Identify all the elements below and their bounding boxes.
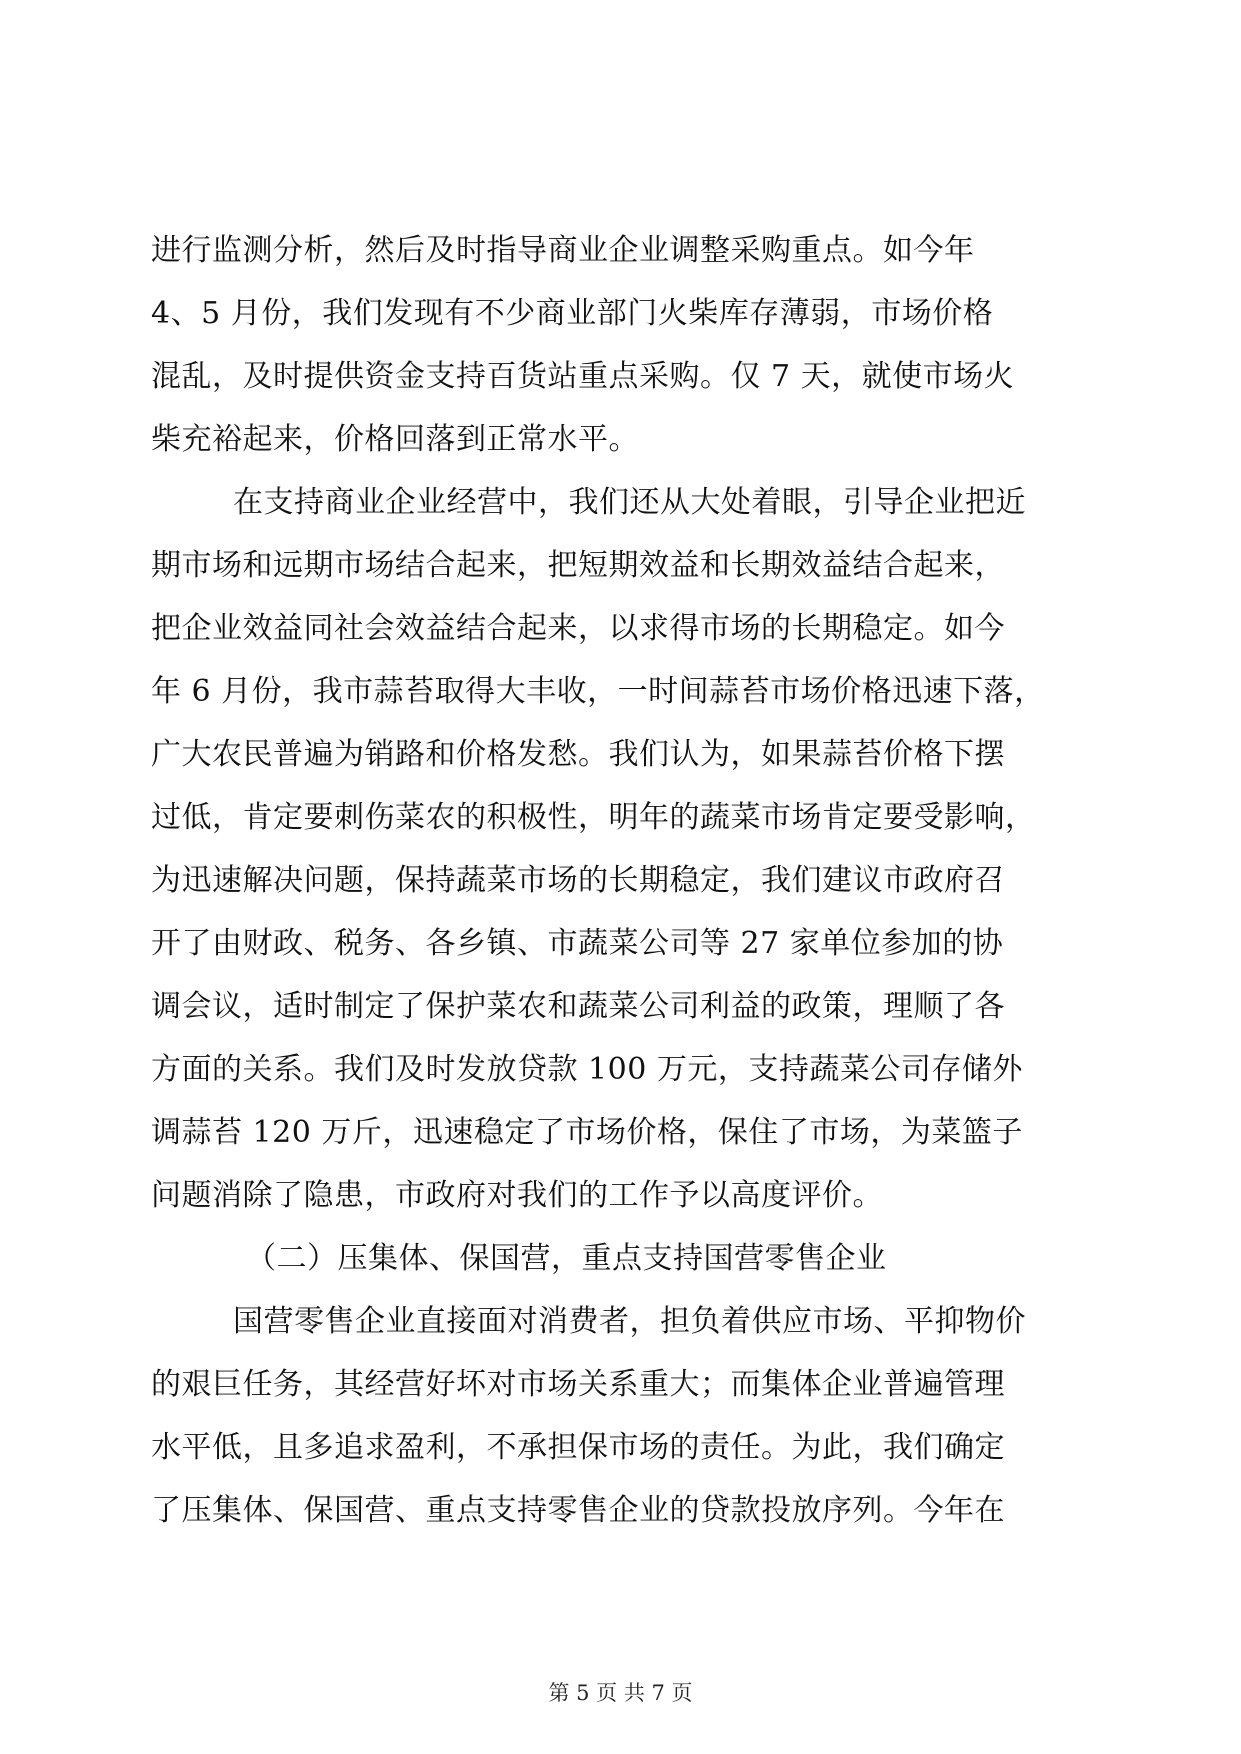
text-line: 方面的关系。我们及时发放贷款 100 万元，支持蔬菜公司存储外 — [151, 1052, 1023, 1087]
text-line: 为迅速解决问题，保持蔬菜市场的长期稳定，我们建议市政府召 — [151, 863, 1005, 898]
text-line: 调会议，适时制定了保护菜农和蔬菜公司利益的政策，理顺了各 — [151, 989, 1005, 1024]
paragraph-first-line: 在支持商业企业经营中，我们还从大处着眼，引导企业把近 — [233, 485, 1026, 520]
text-line: 问题消除了隐患，市政府对我们的工作予以高度评价。 — [151, 1178, 883, 1213]
text-line: 期市场和远期市场结合起来，把短期效益和长期效益结合起来， — [151, 548, 1005, 583]
text-line: 年 6 月份，我市蒜苔取得大丰收，一时间蒜苔市场价格迅速下落， — [151, 674, 1045, 709]
text-line: 混乱，及时提供资金支持百货站重点采购。仅 7 天，就使市场火 — [151, 359, 1015, 394]
paragraph-first-line: 国营零售企业直接面对消费者，担负着供应市场、平抑物价 — [233, 1304, 1026, 1339]
text-line: 进行监测分析，然后及时指导商业企业调整采购重点。如今年 — [151, 233, 975, 268]
text-line: 柴充裕起来，价格回落到正常水平。 — [151, 422, 639, 457]
page-number-footer: 第 5 页 共 7 页 — [548, 1681, 693, 1705]
text-line: 4、5 月份，我们发现有不少商业部门火柴库存薄弱，市场价格 — [151, 296, 994, 331]
section-heading: （二）压集体、保国营，重点支持国营零售企业 — [246, 1241, 887, 1276]
text-line: 了压集体、保国营、重点支持零售企业的贷款投放序列。今年在 — [151, 1493, 1005, 1528]
text-line: 调蒜苔 120 万斤，迅速稳定了市场价格，保住了市场，为菜篮子 — [151, 1115, 1023, 1150]
text-line: 把企业效益同社会效益结合起来，以求得市场的长期稳定。如今 — [151, 611, 1005, 646]
text-line: 开了由财政、税务、各乡镇、市蔬菜公司等 27 家单位参加的协 — [151, 926, 1004, 961]
text-line: 广大农民普遍为销路和价格发愁。我们认为，如果蒜苔价格下摆 — [151, 737, 1005, 772]
text-line: 水平低，且多追求盈利，不承担保市场的责任。为此，我们确定 — [151, 1430, 1005, 1465]
text-line: 过低，肯定要刺伤菜农的积极性，明年的蔬菜市场肯定要受影响， — [151, 800, 1036, 835]
text-line: 的艰巨任务，其经营好坏对市场关系重大；而集体企业普遍管理 — [151, 1367, 1005, 1402]
